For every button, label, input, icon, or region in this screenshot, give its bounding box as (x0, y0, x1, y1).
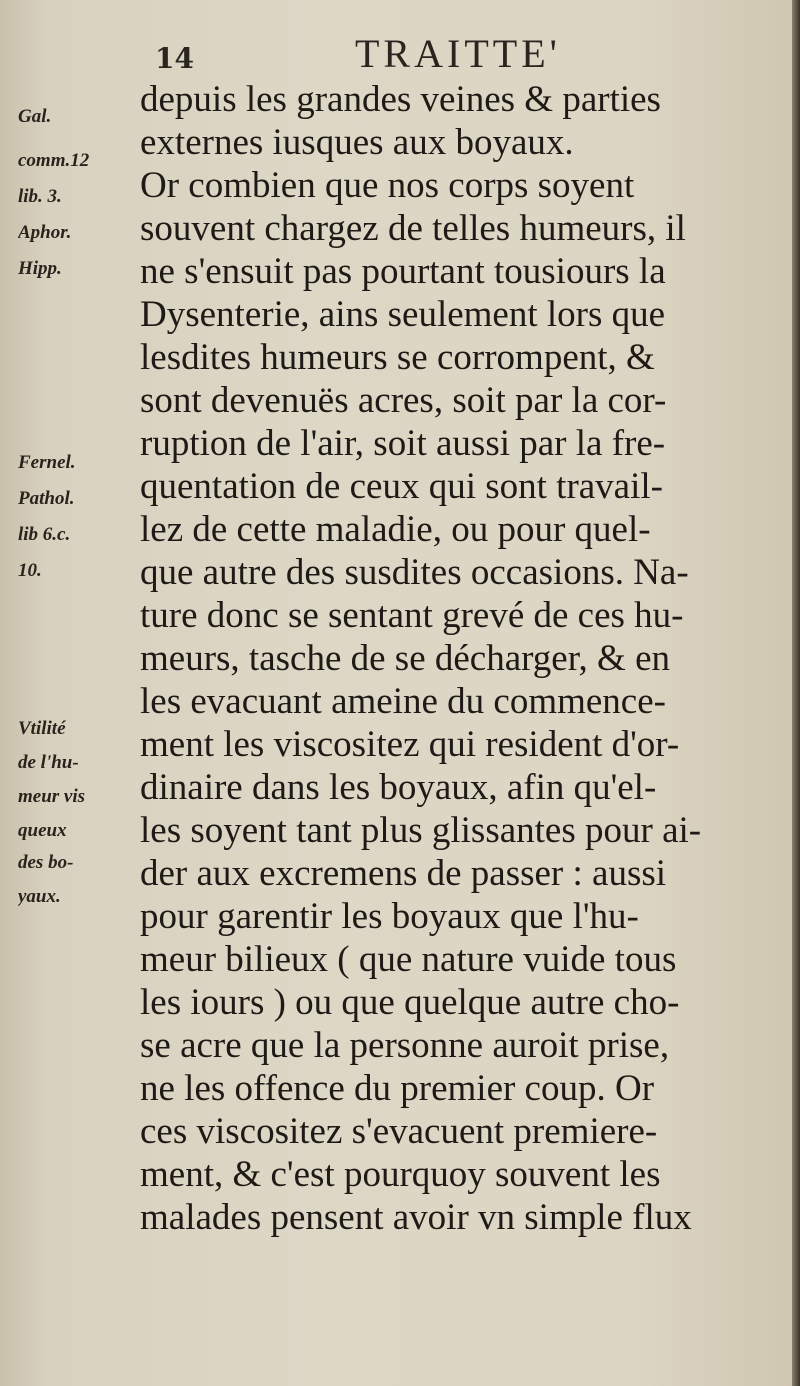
margin-note-line: meur vis (18, 786, 86, 807)
text-line: dinaire dans les boyaux, afin qu'el- (140, 767, 657, 808)
margin-note-line: Vtilité (18, 718, 66, 739)
margin-note-line: Aphor. (18, 222, 72, 243)
margin-note-line: lib 6.c. (18, 524, 71, 545)
running-title: TRAITTE' (355, 31, 561, 76)
text-line: depuis les grandes veines & parties (140, 79, 661, 120)
text-line: sont devenuës acres, soit par la cor- (140, 380, 667, 421)
text-line: se acre que la personne auroit prise, (140, 1025, 670, 1066)
text-line: les evacuant ameine du commence- (140, 681, 666, 722)
text-line: Dysenterie, ains seulement lors que (140, 294, 666, 335)
margin-note-line: Gal. (18, 106, 52, 127)
text-line: ne les offence du premier coup. Or (140, 1068, 655, 1109)
text-line: lez de cette maladie, ou pour quel- (140, 509, 651, 550)
text-line: ces viscositez s'evacuent premiere- (140, 1111, 658, 1152)
text-line: der aux excremens de passer : aussi (140, 853, 667, 894)
text-line: externes iusques aux boyaux. (140, 122, 574, 163)
margin-note-line: lib. 3. (18, 186, 62, 207)
margin-note-line: yaux. (18, 886, 61, 907)
text-line: les soyent tant plus glissantes pour ai- (140, 810, 702, 851)
text-line: souvent chargez de telles humeurs, il (140, 208, 686, 249)
text-line: ment, & c'est pourquoy souvent les (140, 1154, 661, 1195)
text-line: que autre des susdites occasions. Na- (140, 552, 689, 593)
text-line: malades pensent avoir vn simple flux (140, 1197, 692, 1238)
margin-note-line: queux (18, 820, 67, 841)
page-edge (792, 0, 800, 1386)
text-line: les iours ) ou que quelque autre cho- (140, 982, 680, 1023)
margin-note-line: 10. (18, 560, 42, 581)
text-line: Or combien que nos corps soyent (140, 165, 635, 206)
text-line: quentation de ceux qui sont travail- (140, 466, 663, 507)
text-line: ruption de l'air, soit aussi par la fre- (140, 423, 666, 464)
text-line: meurs, tasche de se décharger, & en (140, 638, 670, 679)
margin-note-line: Hipp. (18, 258, 62, 279)
text-line: meur bilieux ( que nature vuide tous (140, 939, 677, 980)
page-number: 14 (155, 42, 194, 75)
margin-note-line: de l'hu- (18, 752, 79, 773)
text-line: ment les viscositez qui resident d'or- (140, 724, 680, 765)
text-line: ture donc se sentant grevé de ces hu- (140, 595, 684, 636)
text-line: pour garentir les boyaux que l'hu- (140, 896, 639, 937)
margin-note-line: Fernel. (18, 452, 76, 473)
margin-note-line: des bo- (18, 852, 74, 873)
margin-note-line: Pathol. (18, 488, 75, 509)
text-line: ne s'ensuit pas pourtant tousiours la (140, 251, 666, 292)
margin-note-line: comm.12 (18, 150, 90, 171)
text-line: lesdites humeurs se corrompent, & (140, 337, 655, 378)
